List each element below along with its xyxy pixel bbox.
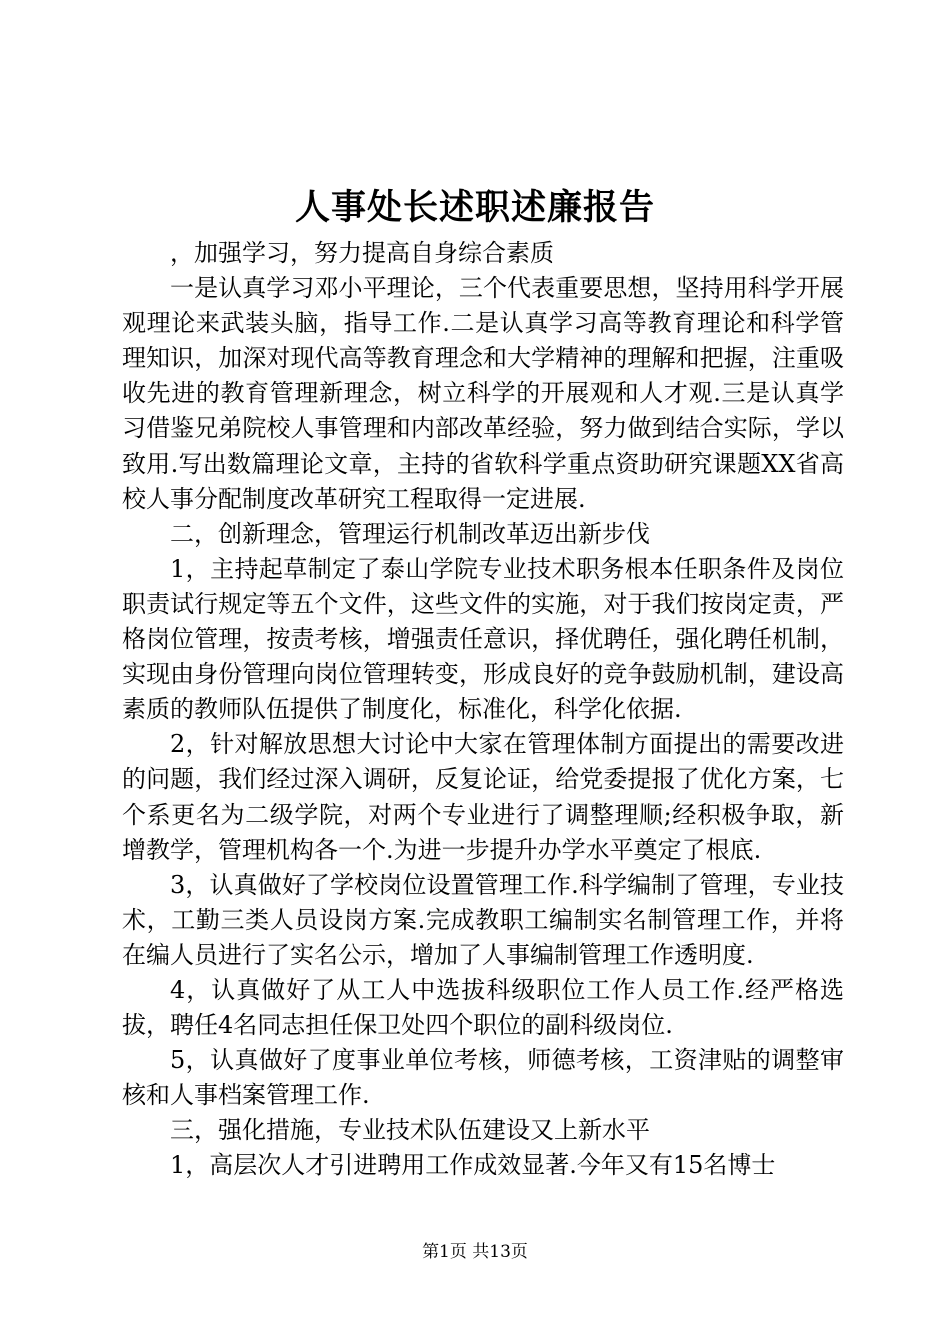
document-body	[122, 236, 844, 1184]
paragraph: 1，主持起草制定了泰山学院专业技术职务根本任职条件及岗位职责试行规定等五个文件，这些文件的实施，对于我们按岗定责，严格岗位管理，按责考核，增强责任意识，择优聘任，强化聘任机制，实现由身份管理向岗位管理转变，形成良好的竞争鼓励机制，建设高素质的教师队伍提供了制度化，标准化，科学化依据.	[122, 554, 844, 724]
paragraph: 二，创新理念，管理运行机制改革迈出新步伐	[170, 519, 650, 548]
paragraph: 3，认真做好了学校岗位设置管理工作.科学编制了管理，专业技术，工勤三类人员设岗方案.完成教职工编制实名制管理工作，并将在编人员进行了实名公示，增加了人事编制管理工作透明度.	[122, 870, 844, 969]
paragraph: 2，针对解放思想大讨论中大家在管理体制方面提出的需要改进的问题，我们经过深入调研，反复论证，给党委提报了优化方案，七个系更名为二级学院，对两个专业进行了调整理顺;经积极争取，新增教学，管理机构各一个.为进一步提升办学水平奠定了根底.	[122, 730, 844, 864]
paragraph: 一是认真学习邓小平理论，三个代表重要思想，坚持用科学开展观理论来武装头脑，指导工作.二是认真学习高等教育理论和科学管理知识，加深对现代高等教育理念和大学精神的理解和把握，注重吸收先进的教育管理新理念，树立科学的开展观和人才观.三是认真学习借鉴兄弟院校人事管理和内部改革经验，努力做到结合实际，学以致用.写出数篇理论文章，主持的省软科学重点资助研究课题XX省高校人事分配制度改革研究工程取得一定进展.	[122, 274, 844, 513]
paragraph: 1，高层次人才引进聘用工作成效显著.今年又有15名博士	[170, 1151, 776, 1180]
paragraph: 4，认真做好了从工人中选拔科级职位工作人员工作.经严格选拔，聘任4名同志担任保卫处四个职位的副科级岗位.	[122, 975, 844, 1040]
page-footer	[0, 1240, 950, 1264]
document-title: 人事处长述职述廉报告	[294, 187, 655, 228]
page-total: 共13页	[472, 1242, 528, 1262]
page-number: 第1页	[422, 1242, 467, 1262]
paragraph: ，加强学习，努力提高自身综合素质	[170, 239, 554, 267]
paragraph: 三，强化措施，专业技术队伍建设又上新水平	[170, 1116, 650, 1145]
paragraph: 5，认真做好了度事业单位考核，师德考核，工资津贴的调整审核和人事档案管理工作.	[122, 1046, 844, 1110]
